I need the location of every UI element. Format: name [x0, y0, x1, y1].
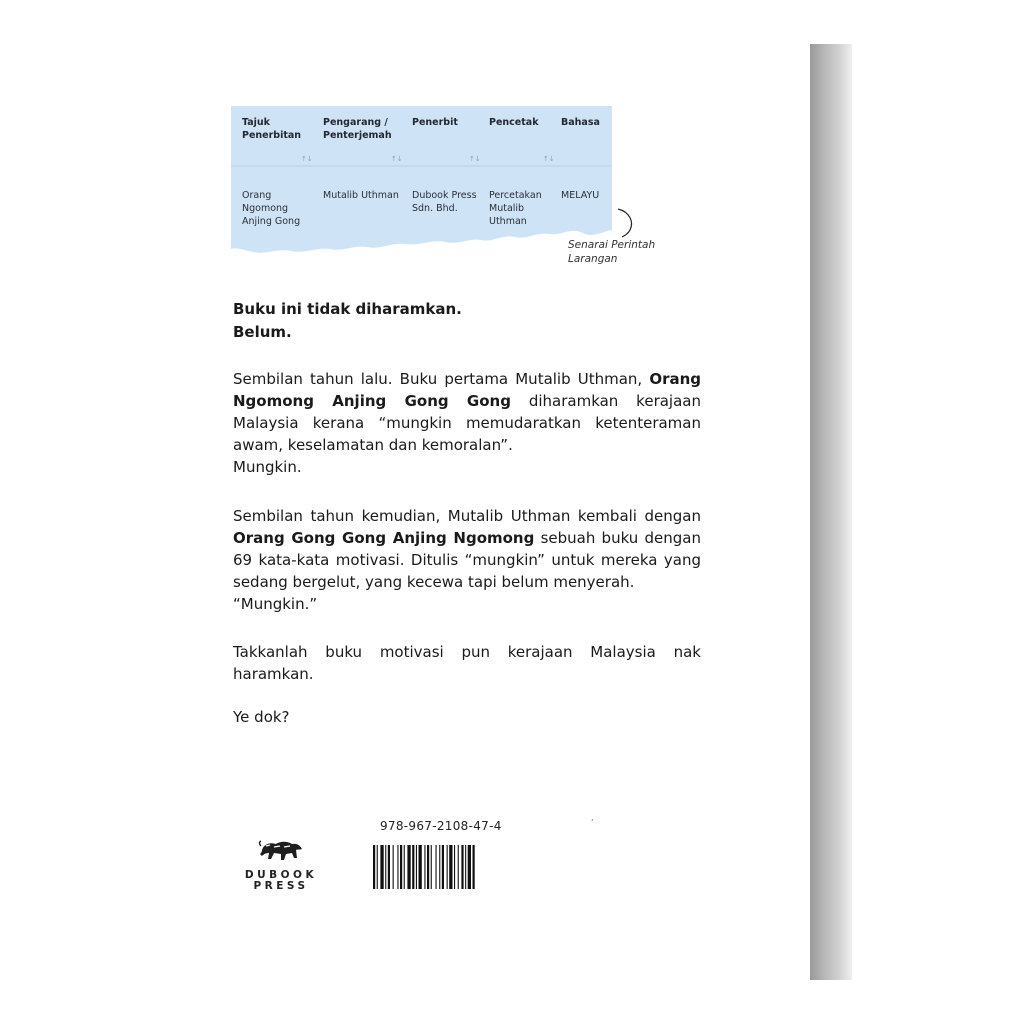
barcode-bar: [373, 845, 375, 889]
barcode-bar: [465, 845, 466, 889]
cover-heading: [233, 298, 701, 344]
header-cell: Pengarang / Penterjemah: [323, 117, 392, 141]
table-cell: MELAYU: [561, 190, 600, 201]
heading-line: Belum.: [233, 323, 292, 341]
barcode-bar: [454, 845, 455, 889]
table-cell: Percetakan Mutalib Uthman: [489, 190, 542, 227]
paragraph-3: [233, 641, 701, 685]
paragraph-text: [233, 368, 701, 456]
barcode-bar: [436, 845, 437, 889]
barcode-bar: [447, 845, 448, 889]
barcode-bar: [473, 845, 475, 889]
barcode-bar: [449, 845, 452, 889]
paragraph-1: [233, 368, 701, 478]
paragraph-text: Takkanlah buku motivasi pun kerajaan Malaysia nak haramkan.: [233, 643, 701, 683]
book-spine: [810, 44, 852, 980]
sort-tick-icon: ↑↓: [391, 155, 403, 163]
text-run: Sembilan tahun lalu. Buku pertama Mutalib Uthman,: [233, 370, 650, 388]
table-cell: Orang Ngomong Anjing Gong: [242, 190, 301, 227]
barcode-bar: [400, 845, 402, 889]
annotation-note: Senarai Perintah Larangan: [568, 239, 656, 265]
barcode-bar: [468, 845, 471, 889]
barcode-bar: [427, 845, 429, 889]
header-cell: Pencetak: [489, 117, 539, 128]
barcode-bar: [393, 845, 394, 889]
paragraph-text: [233, 505, 701, 593]
banned-list-table: [231, 106, 612, 258]
paragraph-2: [233, 505, 701, 615]
barcode-bar: [424, 845, 425, 889]
barcode-bar: [377, 845, 378, 889]
text-run: sebuah buku dengan 69 kata-kata motivasi. Ditulis “mungkin” untuk mereka yang sedang bergelut, yang kecewa tapi belum menyerah.: [233, 529, 702, 591]
barcode-bar: [380, 845, 383, 889]
paragraph-end: Mungkin.: [233, 458, 302, 476]
barcode-bar: [461, 845, 463, 889]
table-cell: Dubook Press Sdn. Bhd.: [412, 190, 477, 214]
paragraph-4: [233, 706, 701, 728]
paragraph-text: Ye dok?: [233, 708, 290, 726]
table-cell: Mutalib Uthman: [323, 190, 399, 201]
header-cell: Penerbit: [412, 117, 458, 128]
barcode-bar: [412, 845, 414, 889]
book-title: Orang Gong Gong Anjing Ngomong: [233, 529, 535, 547]
barcode-bar: [397, 845, 398, 889]
header-cell: Tajuk Penerbitan: [242, 117, 302, 141]
isbn-number: 978-967-2108-47-4: [380, 819, 502, 833]
barcode-bar: [458, 845, 459, 889]
publisher-logo: [236, 836, 326, 892]
barcode-bar: [442, 845, 444, 889]
barcode-bar: [416, 845, 417, 889]
barcode-bar: [407, 845, 410, 889]
annotation-curve-icon: [600, 206, 640, 240]
barcode-bar: [419, 845, 422, 889]
barcode-bar: [385, 845, 386, 889]
header-cell: Bahasa: [561, 117, 600, 128]
paragraph-end: “Mungkin.”: [233, 595, 318, 613]
text-run: diharamkan kerajaan Malaysia kerana “mungkin memudaratkan ketenteraman awam, keselamatan dan kemoralan”.: [233, 392, 701, 454]
barcode-bar: [404, 845, 405, 889]
isbn-barcode: [372, 845, 520, 889]
print-speck: ,: [591, 813, 594, 822]
publisher-name: PRESS: [253, 880, 309, 892]
text-run: Sembilan tahun kemudian, Mutalib Uthman kembali dengan: [233, 507, 701, 525]
sort-tick-icon: ↑↓: [469, 155, 481, 163]
sort-tick-icon: ↑↓: [543, 155, 555, 163]
barcode-bar: [439, 845, 440, 889]
heading-line: Buku ini tidak diharamkan.: [233, 300, 462, 318]
book-title: Orang Ngomong Anjing Gong Gong: [233, 370, 701, 410]
sort-tick-icon: ↑↓: [301, 155, 313, 163]
barcode-bar: [431, 845, 432, 889]
barcode-bar: [388, 845, 390, 889]
publisher-name: DUBOOK: [244, 869, 318, 881]
bull-icon: [256, 836, 306, 866]
